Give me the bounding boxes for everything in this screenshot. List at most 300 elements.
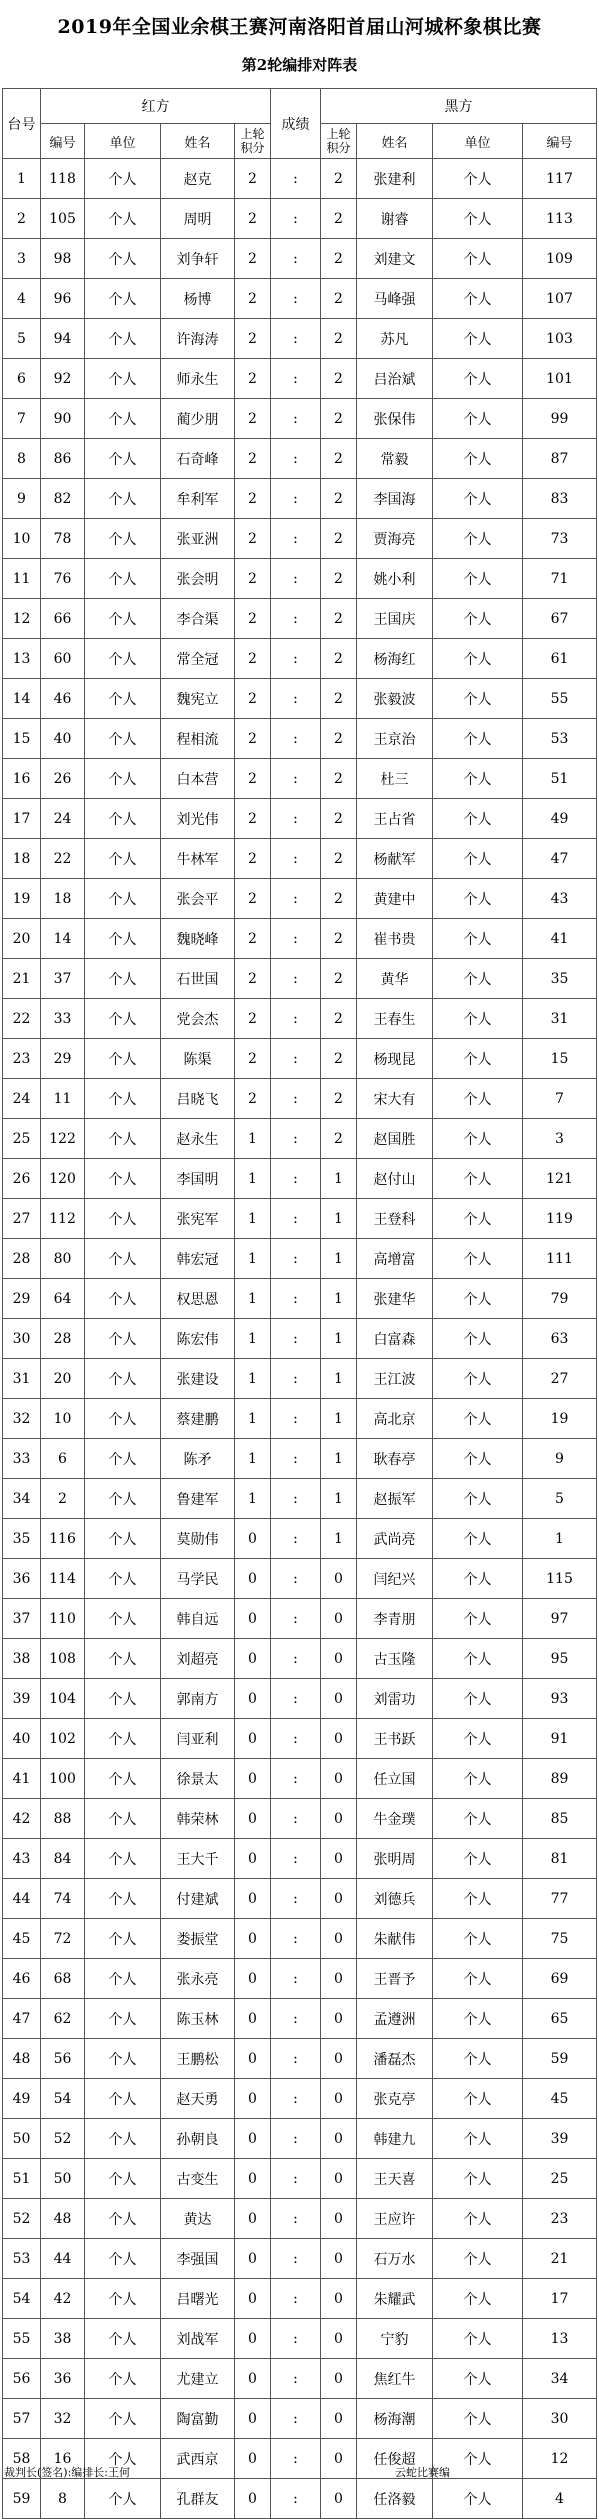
cell-table-no: 18 bbox=[3, 839, 41, 879]
cell-black-name: 孟遵洲 bbox=[357, 1999, 433, 2039]
cell-black-no: 41 bbox=[523, 919, 597, 959]
cell-black-prev-score: 1 bbox=[321, 1199, 357, 1239]
cell-red-unit: 个人 bbox=[85, 1199, 161, 1239]
cell-red-name: 李国明 bbox=[161, 1159, 235, 1199]
cell-red-prev-score: 2 bbox=[235, 839, 271, 879]
cell-red-name: 刘光伟 bbox=[161, 799, 235, 839]
cell-black-name: 耿春亭 bbox=[357, 1439, 433, 1479]
cell-black-name: 李国海 bbox=[357, 479, 433, 519]
cell-black-unit: 个人 bbox=[433, 639, 523, 679]
header-red-unit: 单位 bbox=[85, 124, 161, 159]
cell-black-no: 75 bbox=[523, 1919, 597, 1959]
cell-result: : bbox=[271, 1319, 321, 1359]
cell-black-unit: 个人 bbox=[433, 359, 523, 399]
cell-red-name: 郭南方 bbox=[161, 1679, 235, 1719]
cell-red-no: 38 bbox=[41, 2319, 85, 2359]
cell-red-unit: 个人 bbox=[85, 2039, 161, 2079]
cell-red-name: 牛林军 bbox=[161, 839, 235, 879]
cell-black-unit: 个人 bbox=[433, 2439, 523, 2479]
cell-result: : bbox=[271, 1759, 321, 1799]
cell-red-unit: 个人 bbox=[85, 1319, 161, 1359]
cell-red-no: 110 bbox=[41, 1599, 85, 1639]
cell-red-name: 王鹏松 bbox=[161, 2039, 235, 2079]
cell-red-no: 37 bbox=[41, 959, 85, 999]
cell-red-prev-score: 0 bbox=[235, 1559, 271, 1599]
cell-red-unit: 个人 bbox=[85, 1239, 161, 1279]
cell-red-no: 14 bbox=[41, 919, 85, 959]
cell-result: : bbox=[271, 519, 321, 559]
header-result: 成绩 bbox=[271, 89, 321, 159]
cell-red-name: 张宪军 bbox=[161, 1199, 235, 1239]
cell-red-unit: 个人 bbox=[85, 319, 161, 359]
cell-table-no: 26 bbox=[3, 1159, 41, 1199]
cell-table-no: 33 bbox=[3, 1439, 41, 1479]
table-row bbox=[3, 359, 597, 399]
cell-black-prev-score: 0 bbox=[321, 2279, 357, 2319]
header-black: 黑方 bbox=[321, 89, 597, 124]
cell-red-name: 张会明 bbox=[161, 559, 235, 599]
cell-red-unit: 个人 bbox=[85, 1479, 161, 1519]
cell-red-no: 60 bbox=[41, 639, 85, 679]
cell-table-no: 53 bbox=[3, 2239, 41, 2279]
cell-black-no: 17 bbox=[523, 2279, 597, 2319]
cell-red-prev-score: 2 bbox=[235, 439, 271, 479]
cell-red-no: 20 bbox=[41, 1359, 85, 1399]
cell-black-unit: 个人 bbox=[433, 1719, 523, 1759]
cell-black-unit: 个人 bbox=[433, 1159, 523, 1199]
cell-black-no: 45 bbox=[523, 2079, 597, 2119]
cell-black-name: 王京治 bbox=[357, 719, 433, 759]
cell-black-prev-score: 2 bbox=[321, 279, 357, 319]
cell-red-prev-score: 2 bbox=[235, 999, 271, 1039]
cell-black-no: 23 bbox=[523, 2199, 597, 2239]
table-row bbox=[3, 2199, 597, 2239]
cell-red-prev-score: 0 bbox=[235, 1919, 271, 1959]
cell-black-prev-score: 2 bbox=[321, 199, 357, 239]
cell-table-no: 37 bbox=[3, 1599, 41, 1639]
cell-result: : bbox=[271, 2399, 321, 2439]
cell-red-prev-score: 2 bbox=[235, 519, 271, 559]
cell-red-no: 24 bbox=[41, 799, 85, 839]
cell-table-no: 28 bbox=[3, 1239, 41, 1279]
cell-result: : bbox=[271, 1639, 321, 1679]
cell-red-unit: 个人 bbox=[85, 2119, 161, 2159]
cell-table-no: 52 bbox=[3, 2199, 41, 2239]
cell-red-no: 29 bbox=[41, 1039, 85, 1079]
table-row bbox=[3, 2039, 597, 2079]
header-black-unit: 单位 bbox=[433, 124, 523, 159]
cell-black-name: 王书跃 bbox=[357, 1719, 433, 1759]
cell-red-prev-score: 0 bbox=[235, 1999, 271, 2039]
cell-table-no: 3 bbox=[3, 239, 41, 279]
cell-result: : bbox=[271, 399, 321, 439]
cell-black-no: 49 bbox=[523, 799, 597, 839]
cell-red-prev-score: 2 bbox=[235, 479, 271, 519]
cell-result: : bbox=[271, 439, 321, 479]
cell-red-no: 92 bbox=[41, 359, 85, 399]
cell-red-unit: 个人 bbox=[85, 359, 161, 399]
table-row bbox=[3, 479, 597, 519]
cell-table-no: 44 bbox=[3, 1879, 41, 1919]
cell-red-prev-score: 2 bbox=[235, 559, 271, 599]
page-title: 2019年全国业余棋王赛河南洛阳首届山河城杯象棋比赛 bbox=[57, 16, 542, 38]
cell-red-no: 78 bbox=[41, 519, 85, 559]
cell-red-unit: 个人 bbox=[85, 1039, 161, 1079]
cell-red-prev-score: 2 bbox=[235, 919, 271, 959]
cell-red-prev-score: 2 bbox=[235, 239, 271, 279]
cell-black-prev-score: 2 bbox=[321, 599, 357, 639]
cell-black-no: 1 bbox=[523, 1519, 597, 1559]
table-row bbox=[3, 1039, 597, 1079]
cell-black-no: 109 bbox=[523, 239, 597, 279]
cell-black-name: 马峰强 bbox=[357, 279, 433, 319]
cell-red-name: 莫勋伟 bbox=[161, 1519, 235, 1559]
cell-red-unit: 个人 bbox=[85, 1519, 161, 1559]
cell-result: : bbox=[271, 2479, 321, 2519]
cell-red-no: 40 bbox=[41, 719, 85, 759]
cell-red-name: 赵克 bbox=[161, 159, 235, 199]
table-row bbox=[3, 999, 597, 1039]
table-row bbox=[3, 2479, 597, 2519]
cell-black-name: 刘建文 bbox=[357, 239, 433, 279]
cell-black-unit: 个人 bbox=[433, 2479, 523, 2519]
cell-black-prev-score: 0 bbox=[321, 2159, 357, 2199]
cell-red-no: 68 bbox=[41, 1959, 85, 1999]
cell-red-prev-score: 0 bbox=[235, 2119, 271, 2159]
cell-black-prev-score: 0 bbox=[321, 1559, 357, 1599]
cell-red-name: 师永生 bbox=[161, 359, 235, 399]
cell-black-no: 9 bbox=[523, 1439, 597, 1479]
cell-table-no: 45 bbox=[3, 1919, 41, 1959]
table-row bbox=[3, 919, 597, 959]
cell-black-no: 87 bbox=[523, 439, 597, 479]
cell-black-prev-score: 0 bbox=[321, 1999, 357, 2039]
cell-black-unit: 个人 bbox=[433, 239, 523, 279]
cell-black-no: 39 bbox=[523, 2119, 597, 2159]
cell-black-name: 苏凡 bbox=[357, 319, 433, 359]
table-row bbox=[3, 1879, 597, 1919]
cell-black-name: 韩建九 bbox=[357, 2119, 433, 2159]
cell-red-unit: 个人 bbox=[85, 1839, 161, 1879]
cell-result: : bbox=[271, 279, 321, 319]
cell-red-name: 蔡建鹏 bbox=[161, 1399, 235, 1439]
table-row bbox=[3, 1719, 597, 1759]
cell-black-name: 王晋予 bbox=[357, 1959, 433, 1999]
cell-red-name: 付建斌 bbox=[161, 1879, 235, 1919]
cell-black-prev-score: 2 bbox=[321, 159, 357, 199]
cell-red-no: 118 bbox=[41, 159, 85, 199]
cell-black-prev-score: 1 bbox=[321, 1239, 357, 1279]
cell-red-unit: 个人 bbox=[85, 2199, 161, 2239]
cell-red-no: 105 bbox=[41, 199, 85, 239]
cell-black-name: 王江波 bbox=[357, 1359, 433, 1399]
cell-red-unit: 个人 bbox=[85, 519, 161, 559]
cell-black-unit: 个人 bbox=[433, 759, 523, 799]
cell-result: : bbox=[271, 159, 321, 199]
cell-red-no: 102 bbox=[41, 1719, 85, 1759]
cell-black-name: 张保伟 bbox=[357, 399, 433, 439]
cell-result: : bbox=[271, 2319, 321, 2359]
table-row bbox=[3, 1479, 597, 1519]
cell-red-name: 武西京 bbox=[161, 2439, 235, 2479]
cell-black-unit: 个人 bbox=[433, 1239, 523, 1279]
cell-black-unit: 个人 bbox=[433, 2199, 523, 2239]
cell-black-no: 97 bbox=[523, 1599, 597, 1639]
cell-black-no: 99 bbox=[523, 399, 597, 439]
cell-black-prev-score: 0 bbox=[321, 2119, 357, 2159]
cell-black-no: 93 bbox=[523, 1679, 597, 1719]
cell-result: : bbox=[271, 1159, 321, 1199]
cell-black-no: 63 bbox=[523, 1319, 597, 1359]
cell-result: : bbox=[271, 2279, 321, 2319]
cell-black-no: 51 bbox=[523, 759, 597, 799]
cell-result: : bbox=[271, 599, 321, 639]
cell-black-unit: 个人 bbox=[433, 1959, 523, 1999]
cell-result: : bbox=[271, 1879, 321, 1919]
cell-black-no: 73 bbox=[523, 519, 597, 559]
cell-table-no: 38 bbox=[3, 1639, 41, 1679]
cell-red-name: 尤建立 bbox=[161, 2359, 235, 2399]
table-row bbox=[3, 1399, 597, 1439]
header-black-prev-score: 上轮积分 bbox=[321, 124, 357, 159]
cell-red-unit: 个人 bbox=[85, 399, 161, 439]
cell-table-no: 42 bbox=[3, 1799, 41, 1839]
cell-black-name: 牛金璞 bbox=[357, 1799, 433, 1839]
cell-red-no: 56 bbox=[41, 2039, 85, 2079]
cell-result: : bbox=[271, 1479, 321, 1519]
cell-black-no: 81 bbox=[523, 1839, 597, 1879]
cell-black-no: 25 bbox=[523, 2159, 597, 2199]
table-row bbox=[3, 279, 597, 319]
cell-black-name: 王春生 bbox=[357, 999, 433, 1039]
cell-black-prev-score: 0 bbox=[321, 1799, 357, 1839]
cell-red-unit: 个人 bbox=[85, 1879, 161, 1919]
cell-red-name: 石世国 bbox=[161, 959, 235, 999]
cell-result: : bbox=[271, 1199, 321, 1239]
cell-result: : bbox=[271, 2439, 321, 2479]
cell-black-unit: 个人 bbox=[433, 919, 523, 959]
cell-black-name: 任俊超 bbox=[357, 2439, 433, 2479]
cell-black-no: 21 bbox=[523, 2239, 597, 2279]
cell-red-prev-score: 1 bbox=[235, 1119, 271, 1159]
cell-red-name: 鲁建军 bbox=[161, 1479, 235, 1519]
cell-red-prev-score: 0 bbox=[235, 2319, 271, 2359]
header-black-name: 姓名 bbox=[357, 124, 433, 159]
cell-black-prev-score: 0 bbox=[321, 1599, 357, 1639]
cell-table-no: 34 bbox=[3, 1479, 41, 1519]
cell-red-prev-score: 2 bbox=[235, 199, 271, 239]
cell-red-prev-score: 0 bbox=[235, 1959, 271, 1999]
cell-red-no: 6 bbox=[41, 1439, 85, 1479]
cell-black-name: 王登科 bbox=[357, 1199, 433, 1239]
cell-table-no: 20 bbox=[3, 919, 41, 959]
cell-red-no: 104 bbox=[41, 1679, 85, 1719]
cell-red-no: 16 bbox=[41, 2439, 85, 2479]
cell-table-no: 9 bbox=[3, 479, 41, 519]
cell-black-unit: 个人 bbox=[433, 2399, 523, 2439]
cell-table-no: 13 bbox=[3, 639, 41, 679]
cell-result: : bbox=[271, 799, 321, 839]
cell-red-prev-score: 2 bbox=[235, 599, 271, 639]
cell-red-no: 18 bbox=[41, 879, 85, 919]
footer-signature: 裁判长(签名):编排长:王何 bbox=[4, 2466, 130, 2479]
cell-red-prev-score: 1 bbox=[235, 1359, 271, 1399]
table-row bbox=[3, 199, 597, 239]
cell-black-unit: 个人 bbox=[433, 159, 523, 199]
cell-red-no: 120 bbox=[41, 1159, 85, 1199]
cell-red-name: 陈宏伟 bbox=[161, 1319, 235, 1359]
cell-black-name: 张克亭 bbox=[357, 2079, 433, 2119]
cell-red-name: 吕曙光 bbox=[161, 2279, 235, 2319]
cell-red-prev-score: 2 bbox=[235, 799, 271, 839]
cell-black-prev-score: 2 bbox=[321, 999, 357, 1039]
cell-black-name: 崔书贵 bbox=[357, 919, 433, 959]
cell-red-prev-score: 0 bbox=[235, 1759, 271, 1799]
cell-black-prev-score: 1 bbox=[321, 1319, 357, 1359]
cell-table-no: 27 bbox=[3, 1199, 41, 1239]
cell-black-no: 107 bbox=[523, 279, 597, 319]
cell-black-prev-score: 0 bbox=[321, 1879, 357, 1919]
cell-black-unit: 个人 bbox=[433, 2319, 523, 2359]
cell-red-name: 韩宏冠 bbox=[161, 1239, 235, 1279]
cell-result: : bbox=[271, 1239, 321, 1279]
cell-black-name: 张明周 bbox=[357, 1839, 433, 1879]
cell-red-prev-score: 2 bbox=[235, 1039, 271, 1079]
cell-black-unit: 个人 bbox=[433, 199, 523, 239]
cell-red-no: 90 bbox=[41, 399, 85, 439]
cell-black-unit: 个人 bbox=[433, 719, 523, 759]
cell-red-name: 李合渠 bbox=[161, 599, 235, 639]
cell-result: : bbox=[271, 1079, 321, 1119]
cell-black-unit: 个人 bbox=[433, 2239, 523, 2279]
cell-red-name: 牟利军 bbox=[161, 479, 235, 519]
footer-credit: 云蛇比赛编 bbox=[395, 2466, 450, 2479]
cell-red-prev-score: 2 bbox=[235, 1079, 271, 1119]
cell-black-unit: 个人 bbox=[433, 1519, 523, 1559]
cell-red-name: 石奇峰 bbox=[161, 439, 235, 479]
cell-red-unit: 个人 bbox=[85, 1439, 161, 1479]
cell-table-no: 50 bbox=[3, 2119, 41, 2159]
table-row bbox=[3, 2159, 597, 2199]
cell-black-name: 张建华 bbox=[357, 1279, 433, 1319]
cell-result: : bbox=[271, 2359, 321, 2399]
cell-black-no: 71 bbox=[523, 559, 597, 599]
cell-table-no: 21 bbox=[3, 959, 41, 999]
cell-red-no: 64 bbox=[41, 1279, 85, 1319]
cell-red-name: 张永亮 bbox=[161, 1959, 235, 1999]
cell-black-no: 103 bbox=[523, 319, 597, 359]
cell-table-no: 25 bbox=[3, 1119, 41, 1159]
table-row bbox=[3, 2119, 597, 2159]
table-row bbox=[3, 839, 597, 879]
cell-black-name: 任立国 bbox=[357, 1759, 433, 1799]
cell-black-unit: 个人 bbox=[433, 1479, 523, 1519]
cell-black-unit: 个人 bbox=[433, 2279, 523, 2319]
cell-red-unit: 个人 bbox=[85, 1079, 161, 1119]
cell-red-unit: 个人 bbox=[85, 1799, 161, 1839]
cell-red-name: 马学民 bbox=[161, 1559, 235, 1599]
cell-black-unit: 个人 bbox=[433, 839, 523, 879]
cell-result: : bbox=[271, 1519, 321, 1559]
cell-red-no: 116 bbox=[41, 1519, 85, 1559]
cell-red-unit: 个人 bbox=[85, 679, 161, 719]
cell-red-unit: 个人 bbox=[85, 479, 161, 519]
cell-red-name: 陈渠 bbox=[161, 1039, 235, 1079]
table-row bbox=[3, 1439, 597, 1479]
cell-black-prev-score: 0 bbox=[321, 2039, 357, 2079]
cell-table-no: 31 bbox=[3, 1359, 41, 1399]
cell-black-prev-score: 2 bbox=[321, 879, 357, 919]
cell-red-unit: 个人 bbox=[85, 1159, 161, 1199]
header-red-prev-score: 上轮积分 bbox=[235, 124, 271, 159]
cell-result: : bbox=[271, 959, 321, 999]
cell-black-name: 杨海潮 bbox=[357, 2399, 433, 2439]
cell-red-prev-score: 0 bbox=[235, 2199, 271, 2239]
cell-black-no: 91 bbox=[523, 1719, 597, 1759]
cell-black-unit: 个人 bbox=[433, 1759, 523, 1799]
cell-red-name: 陈玉林 bbox=[161, 1999, 235, 2039]
cell-red-prev-score: 2 bbox=[235, 279, 271, 319]
cell-black-no: 117 bbox=[523, 159, 597, 199]
cell-black-prev-score: 0 bbox=[321, 1679, 357, 1719]
cell-result: : bbox=[271, 1399, 321, 1439]
cell-red-no: 26 bbox=[41, 759, 85, 799]
cell-black-unit: 个人 bbox=[433, 1599, 523, 1639]
cell-black-no: 65 bbox=[523, 1999, 597, 2039]
cell-red-unit: 个人 bbox=[85, 2279, 161, 2319]
cell-result: : bbox=[271, 719, 321, 759]
cell-red-prev-score: 0 bbox=[235, 2079, 271, 2119]
cell-black-prev-score: 2 bbox=[321, 719, 357, 759]
cell-table-no: 47 bbox=[3, 1999, 41, 2039]
table-row bbox=[3, 1559, 597, 1599]
cell-black-name: 常毅 bbox=[357, 439, 433, 479]
cell-black-name: 王国庆 bbox=[357, 599, 433, 639]
cell-result: : bbox=[271, 1839, 321, 1879]
cell-table-no: 54 bbox=[3, 2279, 41, 2319]
cell-red-unit: 个人 bbox=[85, 1959, 161, 1999]
cell-red-unit: 个人 bbox=[85, 1919, 161, 1959]
cell-black-name: 杨现昆 bbox=[357, 1039, 433, 1079]
cell-black-prev-score: 1 bbox=[321, 1439, 357, 1479]
cell-black-name: 黄华 bbox=[357, 959, 433, 999]
cell-red-unit: 个人 bbox=[85, 799, 161, 839]
cell-red-unit: 个人 bbox=[85, 1599, 161, 1639]
cell-black-no: 79 bbox=[523, 1279, 597, 1319]
cell-red-prev-score: 1 bbox=[235, 1199, 271, 1239]
cell-red-unit: 个人 bbox=[85, 759, 161, 799]
cell-black-unit: 个人 bbox=[433, 1199, 523, 1239]
cell-red-prev-score: 0 bbox=[235, 2479, 271, 2519]
cell-red-prev-score: 0 bbox=[235, 2439, 271, 2479]
cell-table-no: 7 bbox=[3, 399, 41, 439]
cell-black-name: 高北京 bbox=[357, 1399, 433, 1439]
cell-table-no: 23 bbox=[3, 1039, 41, 1079]
cell-black-prev-score: 1 bbox=[321, 1399, 357, 1439]
cell-red-prev-score: 1 bbox=[235, 1279, 271, 1319]
cell-red-name: 陶富勤 bbox=[161, 2399, 235, 2439]
cell-black-name: 石万水 bbox=[357, 2239, 433, 2279]
cell-red-unit: 个人 bbox=[85, 1999, 161, 2039]
cell-red-no: 8 bbox=[41, 2479, 85, 2519]
cell-red-unit: 个人 bbox=[85, 1759, 161, 1799]
cell-table-no: 22 bbox=[3, 999, 41, 1039]
cell-black-unit: 个人 bbox=[433, 999, 523, 1039]
cell-red-prev-score: 2 bbox=[235, 959, 271, 999]
cell-table-no: 43 bbox=[3, 1839, 41, 1879]
cell-red-name: 蔺少朋 bbox=[161, 399, 235, 439]
cell-red-unit: 个人 bbox=[85, 999, 161, 1039]
